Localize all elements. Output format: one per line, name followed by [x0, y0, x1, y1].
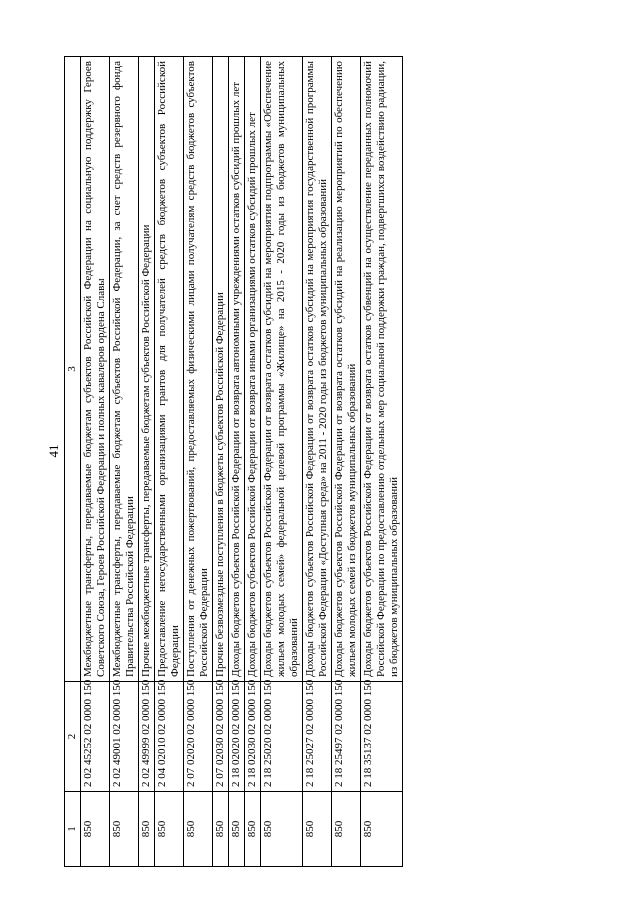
admin-code-cell: 850 [303, 792, 332, 867]
description-cell: Межбюджетные трансферты, передаваемые бюджетам субъектов Российской Федерации, за счет средств резервного фонда Правительства Российской Федерации [110, 57, 139, 682]
table-row [245, 57, 261, 867]
table-row [261, 57, 303, 867]
page-number: 41 [46, 444, 61, 458]
table-row [361, 57, 403, 867]
admin-code-cell: 850 [332, 792, 361, 867]
admin-code-cell: 850 [155, 792, 184, 867]
classification-code-cell: 2 04 02010 02 0000 150 [155, 682, 184, 792]
table-row [155, 57, 184, 867]
admin-code-cell: 850 [229, 792, 245, 867]
admin-code-cell: 850 [261, 792, 303, 867]
rotated-table-container [64, 57, 554, 867]
classification-code-cell: 2 18 02020 02 0000 150 [229, 682, 245, 792]
table-row [139, 57, 155, 867]
classification-code-cell: 2 02 49001 02 0000 150 [110, 682, 139, 792]
admin-code-cell: 850 [213, 792, 229, 867]
description-cell: Предоставление негосударственными организациями грантов для получателей средств бюджетов субъектов Российской Федерации [155, 57, 184, 682]
admin-code-cell: 850 [245, 792, 261, 867]
description-cell: Прочие безвозмездные поступления в бюджеты субъектов Российской Федерации [213, 57, 229, 682]
table-row [332, 57, 361, 867]
table-row [110, 57, 139, 867]
admin-code-cell: 850 [361, 792, 403, 867]
classification-code-cell: 2 02 49999 02 0000 150 [139, 682, 155, 792]
table-header-row [65, 57, 81, 867]
description-cell: Доходы бюджетов субъектов Российской Федерации от возврата автономными учреждениями остатков субсидий прошлых лет [229, 57, 245, 682]
description-cell: Доходы бюджетов субъектов Российской Федерации от возврата иными организациями остатков субсидий прошлых лет [245, 57, 261, 682]
admin-code-cell: 850 [110, 792, 139, 867]
table-row [229, 57, 245, 867]
description-cell: Доходы бюджетов субъектов Российской Федерации от возврата остатков субсидий на мероприятия подпрограммы «Обеспечение жильем молодых семей» федеральной целевой программы «Жилище» на 2015 - 2020 годы из бюджетов муниципальных образований [261, 57, 303, 682]
classification-code-cell: 2 18 25020 02 0000 150 [261, 682, 303, 792]
admin-code-cell: 850 [139, 792, 155, 867]
revenue-classification-table [64, 56, 403, 867]
table-row [184, 57, 213, 867]
classification-code-cell: 2 18 02030 02 0000 150 [245, 682, 261, 792]
description-cell: Доходы бюджетов субъектов Российской Федерации от возврата остатков субсидий на реализацию мероприятий по обеспечению жильем молодых семей из бюджетов муниципальных образований [332, 57, 361, 682]
description-cell: Межбюджетные трансферты, передаваемые бюджетам субъектов Российской Федерации на социальную поддержку Героев Советского Союза, Героев Российской Федерации и полных кавалеров ордена Славы [81, 57, 110, 682]
classification-code-cell: 2 07 02030 02 0000 150 [213, 682, 229, 792]
table-row [303, 57, 332, 867]
column-header-2: 2 [65, 682, 81, 792]
classification-code-cell: 2 18 25497 02 0000 150 [332, 682, 361, 792]
classification-code-cell: 2 07 02020 02 0000 150 [184, 682, 213, 792]
description-cell: Доходы бюджетов субъектов Российской Федерации от возврата остатков субвенций на осуществление переданных полномочий Российской Федерации по предоставлению отдельных мер социальной поддержки граждан, подвергшихся воздействию радиации, из бюджетов муниципальных образований [361, 57, 403, 682]
admin-code-cell: 850 [184, 792, 213, 867]
classification-code-cell: 2 18 25027 02 0000 150 [303, 682, 332, 792]
description-cell: Доходы бюджетов субъектов Российской Федерации от возврата остатков субсидий на мероприятия государственной программы Российской Федерации «Доступная среда» на 2011 - 2020 годы из бюджетов муниципальных образований [303, 57, 332, 682]
admin-code-cell: 850 [81, 792, 110, 867]
description-cell: Поступления от денежных пожертвований, предоставляемых физическими лицами получателям средств бюджетов субъектов Российской Федерации [184, 57, 213, 682]
classification-code-cell: 2 18 35137 02 0000 150 [361, 682, 403, 792]
description-cell: Прочие межбюджетные трансферты, передаваемые бюджетам субъектов Российской Федерации [139, 57, 155, 682]
classification-code-cell: 2 02 45252 02 0000 150 [81, 682, 110, 792]
column-header-3: 3 [65, 57, 81, 682]
table-row [213, 57, 229, 867]
table-row [81, 57, 110, 867]
column-header-1: 1 [65, 792, 81, 867]
